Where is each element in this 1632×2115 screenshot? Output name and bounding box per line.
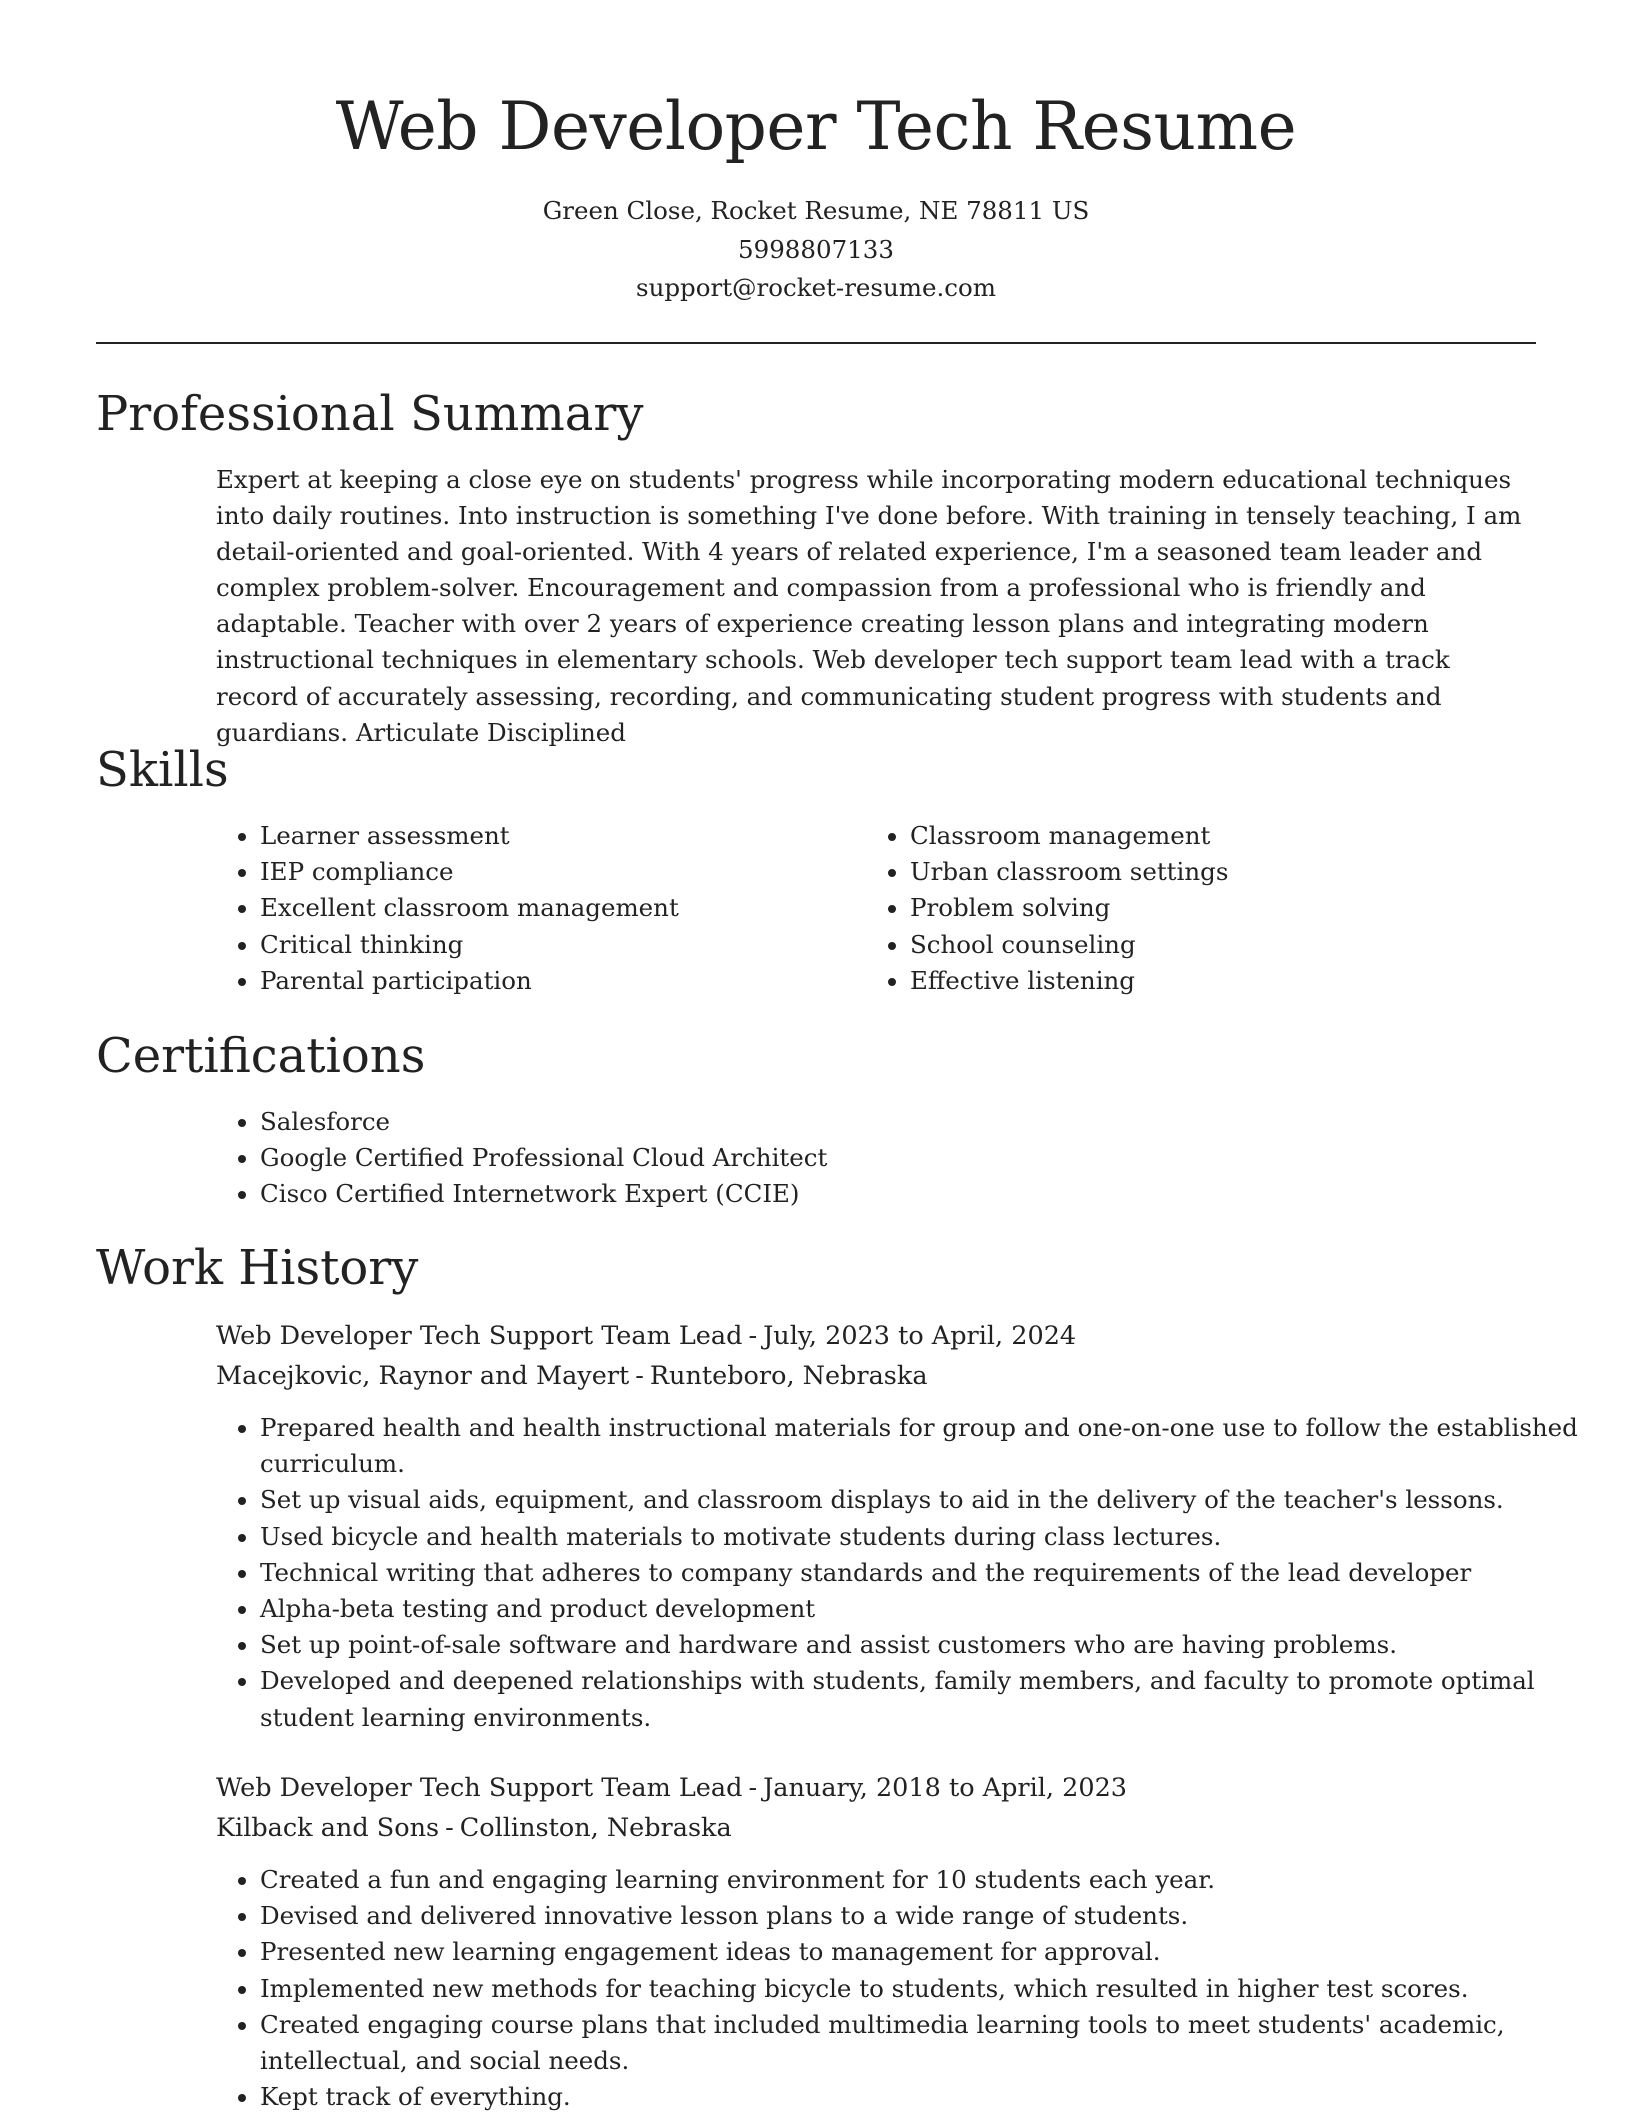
job-duties-list [216,1862,1580,2115]
skill-item: • Learner assessment [260,818,860,854]
job-duty-item: • Set up point-of-sale software and hardware and assist customers who are having problems. [260,1627,1580,1663]
skill-item: • Critical thinking [260,927,860,963]
contact-phone: 5998807133 [738,235,894,264]
job-separator: - [748,1773,758,1803]
skill-item: • School counseling [910,927,1530,963]
job-separator: - [748,1321,758,1351]
job-duty-item: • Used bicycle and health materials to motivate students during class lectures. [260,1519,1580,1555]
contact-address: Green Close, Rocket Resume, NE 78811 US [542,196,1090,225]
work-history-heading: Work History [96,1240,419,1296]
skill-item: • Excellent classroom management [260,890,860,926]
skill-item: • IEP compliance [260,854,860,890]
job-position: Web Developer Tech Support Team Lead [216,1321,743,1351]
job-duty-item: • Created engaging course plans that included multimedia learning tools to meet students' academic, intellectual, and social needs. [260,2007,1580,2079]
job-location: Collinston, Nebraska [459,1813,732,1843]
skill-item: • Problem solving [910,890,1530,926]
job-title-line [216,1316,1536,1356]
certification-item: • Google Certified Professional Cloud Architect [260,1140,1580,1176]
skill-item: • Parental participation [260,963,860,999]
certifications-list [216,1104,1580,1213]
resume-name: Web Developer Tech Resume [335,88,1297,165]
skill-item: • Classroom management [910,818,1530,854]
job-duty-item: • Alpha-beta testing and product development [260,1591,1580,1627]
job-separator: - [445,1813,454,1843]
job-duty-item: • Implemented new methods for teaching bicycle to students, which resulted in higher test scores. [260,1971,1580,2007]
job-duty-item: • Devised and delivered innovative lesson plans to a wide range of students. [260,1898,1580,1934]
certifications-heading: Certifications [96,1028,426,1084]
job-duty-item: • Kept track of everything. [260,2079,1580,2115]
summary-text: Expert at keeping a close eye on students' progress while incorporating modern educational techniques into daily routines. Into instruction is something I've done before. With training in tensely teaching, I am detail-oriented and goal-oriented. With 4 years of related experience, I'm a seasoned team leader and complex problem-solver. Encouragement and compassion from a professional who is friendly and adaptable. Teacher with over 2 years of experience creating lesson plans and integrating modern instructional techniques in elementary schools. Web developer tech support team lead with a track record of accurately assessing, recording, and communicating student progress with students and guardians. Articulate Disciplined [216,465,1522,747]
job-duty-item: • Prepared health and health instructional materials for group and one-on-one use to follow the established curriculum. [260,1410,1580,1482]
job-location: Runteboro, Nebraska [649,1361,928,1391]
contact-email: support@rocket-resume.com [636,273,996,302]
job-separator: - [635,1361,644,1391]
job-duty-item: • Developed and deepened relationships with students, family members, and faculty to promote optimal student learning environments. [260,1663,1580,1735]
job-company-line [216,1808,1536,1848]
skills-list-right [866,818,1530,999]
job-duty-item: • Created a fun and engaging learning environment for 10 students each year. [260,1862,1580,1898]
job-company-line [216,1356,1536,1396]
job-dates: July, 2023 to April, 2024 [763,1321,1077,1351]
header-divider [96,342,1536,344]
certification-item: • Salesforce [260,1104,1580,1140]
job-duty-item: • Set up visual aids, equipment, and classroom displays to aid in the delivery of the teacher's lessons. [260,1482,1580,1518]
job-dates: January, 2018 to April, 2023 [763,1773,1128,1803]
skills-heading: Skills [96,742,229,798]
job-position: Web Developer Tech Support Team Lead [216,1773,743,1803]
certification-item: • Cisco Certified Internetwork Expert (CCIE) [260,1176,1580,1212]
job-company: Macejkovic, Raynor and Mayert [216,1361,630,1391]
skills-list-left [216,818,860,999]
job-duties-list [216,1410,1580,1736]
summary-heading: Professional Summary [96,386,644,442]
skill-item: • Urban classroom settings [910,854,1530,890]
job-duty-item: • Technical writing that adheres to company standards and the requirements of the lead developer [260,1555,1580,1591]
job-company: Kilback and Sons [216,1813,440,1843]
job-title-line [216,1768,1536,1808]
job-duty-item: • Presented new learning engagement ideas to management for approval. [260,1934,1580,1970]
skill-item: • Effective listening [910,963,1530,999]
